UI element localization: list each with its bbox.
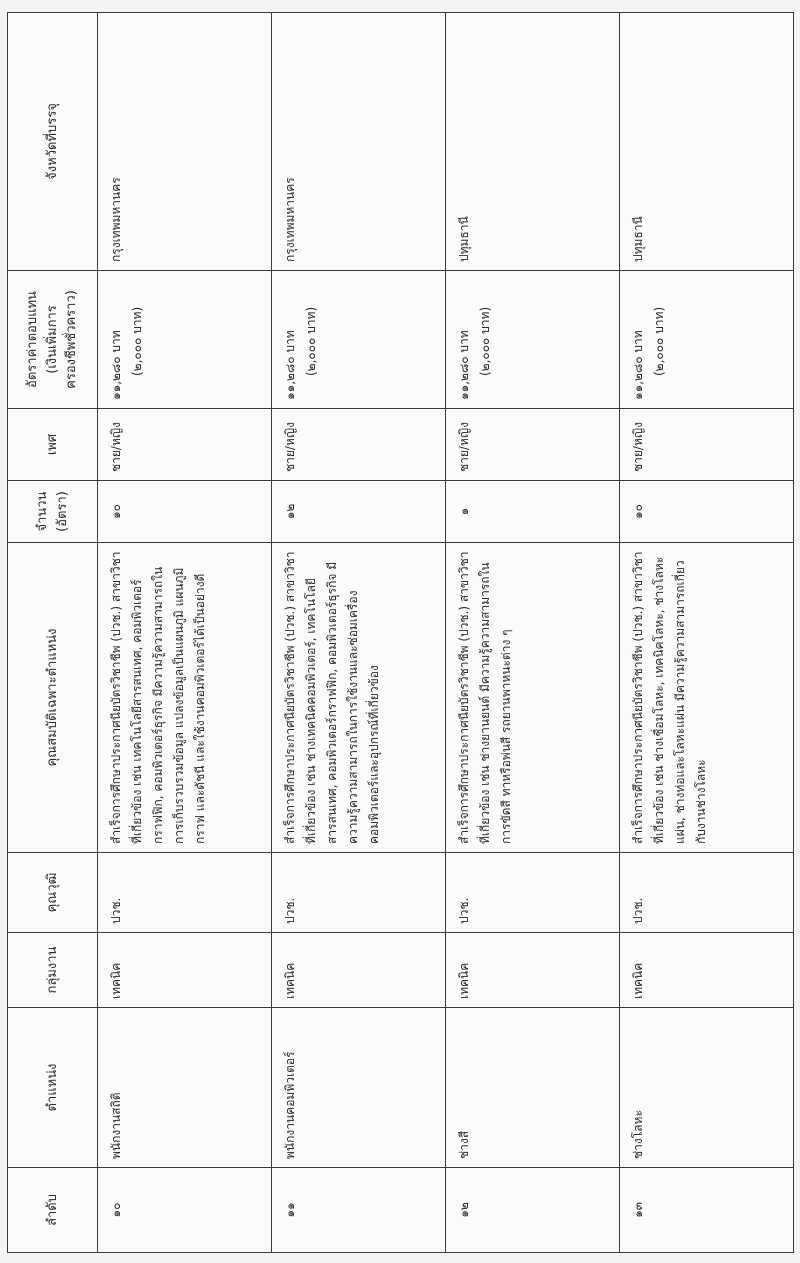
row-pay-allowance: (๒,๐๐๐ บาท) bbox=[130, 306, 144, 376]
row-province: ปทุมธานี bbox=[446, 13, 620, 271]
row-pay-allowance: (๒,๐๐๐ บาท) bbox=[304, 306, 318, 376]
row-pay-allowance: (๒,๐๐๐ บาท) bbox=[478, 306, 492, 376]
row-qualification: ปวช. bbox=[620, 853, 794, 933]
row-pay-allowance: (๒,๐๐๐ บาท) bbox=[652, 306, 666, 376]
header-count-line2: (อัตรา) bbox=[54, 491, 70, 532]
header-count bbox=[8, 481, 98, 543]
row-count: ๑ bbox=[446, 481, 620, 543]
header-row bbox=[8, 13, 98, 1253]
row-pay-amount: ๑๑,๒๘๐ บาท bbox=[631, 330, 645, 400]
row-count: ๑๒ bbox=[272, 481, 446, 543]
row-sex: ชาย/หญิง bbox=[98, 409, 272, 481]
row-position: พนักงานสถิติ bbox=[98, 1008, 272, 1168]
row-pay-amount: ๑๑,๒๘๐ บาท bbox=[109, 330, 123, 400]
row-count: ๑๐ bbox=[98, 481, 272, 543]
row-pay bbox=[446, 271, 620, 409]
row-pay-amount: ๑๑,๒๘๐ บาท bbox=[457, 330, 471, 400]
row-qualification: ปวช. bbox=[446, 853, 620, 933]
row-position: พนักงานคอมพิวเตอร์ bbox=[272, 1008, 446, 1168]
table-row bbox=[620, 13, 794, 1253]
header-order: ลำดับ bbox=[8, 1168, 98, 1253]
row-group: เทคนิค bbox=[620, 933, 794, 1008]
row-count: ๑๐ bbox=[620, 481, 794, 543]
header-pay-line3: ครองชีพชั่วคราว) bbox=[64, 290, 80, 389]
row-position: ช่างสี bbox=[446, 1008, 620, 1168]
row-pay bbox=[272, 271, 446, 409]
row-spec: สำเร็จการศึกษาประกาศนียบัตรวิชาชีพ (ปวช.) สาขาวิชาที่เกี่ยวข้อง เช่น ช่างเทคนิคคอมพิวเตอร์, เทคโนโลยีสารสนเทศ, คอมพิวเตอร์กราฟฟิก, คอมพิวเตอร์ธุรกิจ มีความรู้ความสามารถในการใช้งานและซ่อมเครื่องคอมพิวเตอร์และอุปกรณ์ที่เกี่ยวข้อง bbox=[272, 543, 446, 853]
row-spec: สำเร็จการศึกษาประกาศนียบัตรวิชาชีพ (ปวช.) สาขาวิชาที่เกี่ยวข้อง เช่น ช่างยานยนต์ มีความรู้ความสามารถในการขัดสี ทาหรือพ่นสี รถยานพาหนะต่าง ๆ bbox=[446, 543, 620, 853]
row-sex: ชาย/หญิง bbox=[620, 409, 794, 481]
row-qualification: ปวช. bbox=[272, 853, 446, 933]
row-group: เทคนิค bbox=[98, 933, 272, 1008]
row-order: ๑๒ bbox=[446, 1168, 620, 1253]
row-pay bbox=[620, 271, 794, 409]
row-order: ๑๓ bbox=[620, 1168, 794, 1253]
row-province: ปทุมธานี bbox=[620, 13, 794, 271]
row-order: ๑๑ bbox=[272, 1168, 446, 1253]
table-row bbox=[272, 13, 446, 1253]
row-qualification: ปวช. bbox=[98, 853, 272, 933]
header-pay bbox=[8, 271, 98, 409]
row-spec: สำเร็จการศึกษาประกาศนียบัตรวิชาชีพ (ปวช.) สาขาวิชาที่เกี่ยวข้อง เช่น เทคโนโลยีสารสนเทศ, คอมพิวเตอร์กราฟฟิก, คอมพิวเตอร์ธุรกิจ มีความรู้ความสามารถในการเก็บรวบรวมข้อมูล แปลงข้อมูลเป็นแผนภูมิ แผนภูมิ กราฟ และดัชนี และใช้งานคอมพิวเตอร์ได้เป็นอย่างดี bbox=[98, 543, 272, 853]
row-province: กรุงเทพมหานคร bbox=[98, 13, 272, 271]
position-table bbox=[7, 12, 794, 1253]
table-row bbox=[98, 13, 272, 1253]
row-group: เทคนิค bbox=[446, 933, 620, 1008]
header-province: จังหวัดที่บรรจุ bbox=[8, 13, 98, 271]
row-pay-amount: ๑๑,๒๘๐ บาท bbox=[283, 330, 297, 400]
row-spec: สำเร็จการศึกษาประกาศนียบัตรวิชาชีพ (ปวช.) สาขาวิชาที่เกี่ยวข้อง เช่น ช่างเชื่อมโลหะ, เทคนิคโลหะ, ช่างโลหะแผ่น, ช่างท่อและโลหะแผ่น มีความรู้ความสามารถเกี่ยวกับงานช่างโลหะ bbox=[620, 543, 794, 853]
row-province: กรุงเทพมหานคร bbox=[272, 13, 446, 271]
row-order: ๑๐ bbox=[98, 1168, 272, 1253]
header-count-line1: จำนวน bbox=[35, 491, 50, 532]
header-spec: คุณสมบัติเฉพาะตำแหน่ง bbox=[8, 543, 98, 853]
row-pay bbox=[98, 271, 272, 409]
header-pay-line1: อัตราค่าตอบแทน bbox=[25, 291, 41, 388]
row-group: เทคนิค bbox=[272, 933, 446, 1008]
row-position: ช่างโลหะ bbox=[620, 1008, 794, 1168]
row-sex: ชาย/หญิง bbox=[272, 409, 446, 481]
header-sex: เพศ bbox=[8, 409, 98, 481]
header-pay-line2: (เงินเพิ่มการ bbox=[44, 305, 60, 374]
header-qualification: คุณวุฒิ bbox=[8, 853, 98, 933]
header-group: กลุ่มงาน bbox=[8, 933, 98, 1008]
table-row bbox=[446, 13, 620, 1253]
header-position: ตำแหน่ง bbox=[8, 1008, 98, 1168]
row-sex: ชาย/หญิง bbox=[446, 409, 620, 481]
